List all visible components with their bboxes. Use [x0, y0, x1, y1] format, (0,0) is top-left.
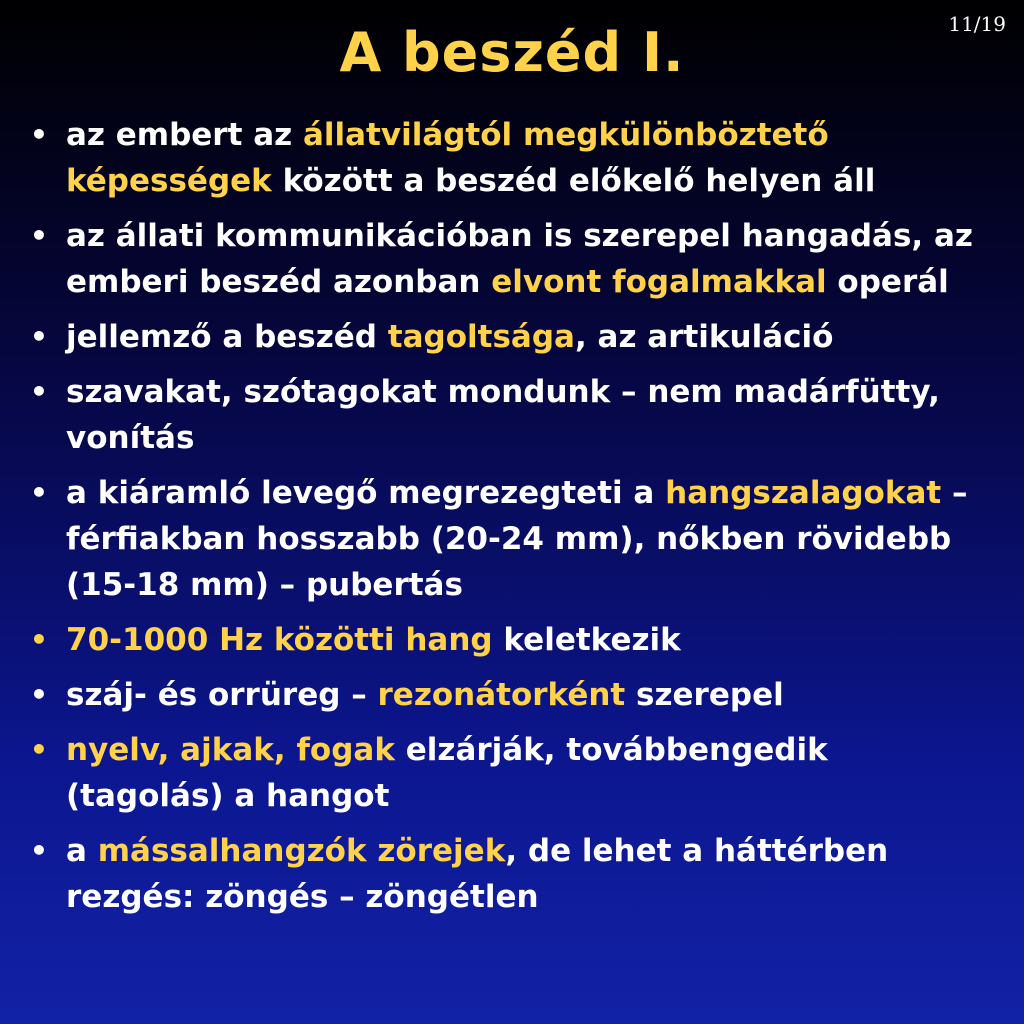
bullet-text: , de lehet a háttérben rezgés: zöngés – zöngétlen: [66, 833, 889, 915]
bullet-text: keletkezik: [492, 622, 681, 658]
bullet-item: [26, 672, 996, 718]
highlighted-text: rezonátorként: [377, 677, 626, 713]
bullet-item: [26, 314, 996, 360]
bullet-text: száj- és orrüreg –: [66, 677, 378, 713]
bullet-text: az állati kommunikációban is szerepel hangadás, az emberi beszéd azonban: [66, 218, 973, 300]
bullet-marker-icon: •: [30, 320, 48, 353]
bullet-text: szerepel: [625, 677, 784, 713]
bullet-text: szavakat, szótagokat mondunk – nem madárfütty, vonítás: [66, 374, 940, 456]
bullet-marker-icon: •: [30, 733, 48, 766]
bullet-item: [26, 213, 996, 305]
bullet-text: a kiáramló levegő megrezegteti a: [66, 475, 666, 511]
bullet-text: – férfiakban hosszabb (20-24 mm), nőkben rövidebb (15-18 mm) – pubertás: [66, 475, 968, 603]
highlighted-text: mássalhangzók zörejek: [97, 833, 506, 869]
bullet-text: elzárják, továbbengedik (tagolás) a hangot: [66, 732, 828, 814]
bullet-marker-icon: •: [30, 476, 48, 509]
bullet-marker-icon: •: [30, 834, 48, 867]
bullet-marker-icon: •: [30, 623, 48, 656]
bullet-item: [26, 369, 996, 461]
highlighted-text: tagoltsága: [387, 319, 575, 355]
bullet-text: , az artikuláció: [574, 319, 834, 355]
bullet-item: [26, 112, 996, 204]
bullet-marker-icon: •: [30, 219, 48, 252]
bullet-item: [26, 617, 996, 663]
highlighted-text: nyelv, ajkak, fogak: [66, 732, 395, 768]
slide-title: A beszéd I.: [339, 21, 685, 84]
bullet-text: a: [66, 833, 98, 869]
bullet-marker-icon: •: [30, 118, 48, 151]
bullet-text: jellemző a beszéd: [66, 319, 388, 355]
bullet-item: [26, 727, 996, 819]
bullet-list: [26, 112, 996, 929]
bullet-text: között a beszéd előkelő helyen áll: [271, 163, 876, 199]
bullet-text: az embert az: [66, 117, 303, 153]
page-number: 11/19: [948, 12, 1006, 36]
bullet-text: operál: [826, 264, 949, 300]
bullet-item: [26, 470, 996, 608]
highlighted-text: elvont fogalmakkal: [491, 264, 827, 300]
bullet-marker-icon: •: [30, 375, 48, 408]
highlighted-text: hangszalagokat: [665, 475, 942, 511]
highlighted-text: 70-1000 Hz közötti hang: [66, 622, 493, 658]
bullet-item: [26, 828, 996, 920]
highlighted-text: állatvilágtól megkülönböztető képességek: [66, 117, 829, 199]
bullet-marker-icon: •: [30, 678, 48, 711]
